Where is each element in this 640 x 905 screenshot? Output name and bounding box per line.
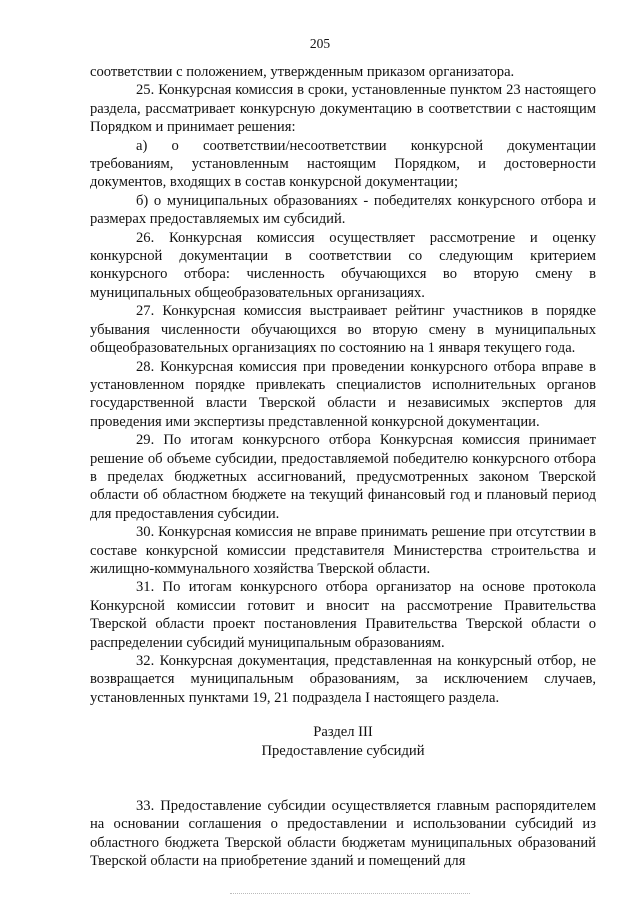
paragraph-25: 25. Конкурсная комиссия в сроки, установленные пунктом 23 настоящего раздела, рассматривает конкурсную документацию в соответствии с настоящим Порядком и принимает решения: <box>90 82 596 136</box>
paragraph-32: 32. Конкурсная документация, представленная на конкурсный отбор, не возвращается муниципальным образованиям, за исключением случаев, установленных пунктами 19, 21 подраздела I настоящего раздела. <box>90 653 596 706</box>
document-body <box>90 63 596 871</box>
section-title: Предоставление субсидий <box>261 742 425 759</box>
paragraph-27: 27. Конкурсная комиссия выстраивает рейтинг участников в порядке убывания численности обучающихся во вторую смену в муниципальных общеобразовательных организациях по состоянию на 1 января текущего года. <box>90 303 596 357</box>
paragraph-29: 29. По итогам конкурсного отбора Конкурсная комиссия принимает решение об объеме субсидии, предоставляемой победителю конкурсного отбора в пределах бюджетных ассигнований, предусмотренных законом Тверской области об областном бюджете на текущий финансовый год и плановый период для предоставления субсидии. <box>90 432 596 522</box>
paragraph-26: 26. Конкурсная комиссия осуществляет рассмотрение и оценку конкурсной документации в соответствии со следующим критерием конкурсного отбора: численность обучающихся во вторую смену в муниципальных общеобразовательных организациях. <box>90 229 596 301</box>
paragraph-25-a: а) о соответствии/несоответствии конкурсной документации требованиям, установленным настоящим Порядком, и достоверности документов, входящих в состав конкурсной документации; <box>90 137 596 191</box>
paragraph-31: 31. По итогам конкурсного отбора организатор на основе протокола Конкурсной комиссии готовит и вносит на рассмотрение Правительства Тверской области проект постановления Правительства Тверской области о распределении субсидий муниципальным образованиям. <box>90 579 596 651</box>
section-number: Раздел III <box>313 724 373 741</box>
paragraph-28: 28. Конкурсная комиссия при проведении конкурсного отбора вправе в установленном порядке привлекать специалистов исполнительных органов государственной власти Тверской области и независимых экспертов для проведения ими экспертизы представленной конкурсной документации. <box>90 358 596 430</box>
page-number: 205 <box>309 36 331 51</box>
paragraph-continuation: соответствии с положением, утвержденным приказом организатора. <box>90 64 515 80</box>
paragraph-25-b: б) о муниципальных образованиях - победителях конкурсного отбора и размерах предоставляемых им субсидий. <box>90 192 596 228</box>
paragraph-33: 33. Предоставление субсидии осуществляется главным распорядителем на основании соглашения о предоставлении и использовании субсидий из областного бюджета Тверской области бюджетам муниципальных образований Тверской области на приобретение зданий и помещений для <box>90 798 596 870</box>
paragraph-30: 30. Конкурсная комиссия не вправе принимать решение при отсутствии в составе конкурсной комиссии представителя Министерства строительства и жилищно-коммунального хозяйства Тверской области. <box>90 524 596 577</box>
scan-edge-mark <box>230 893 470 894</box>
